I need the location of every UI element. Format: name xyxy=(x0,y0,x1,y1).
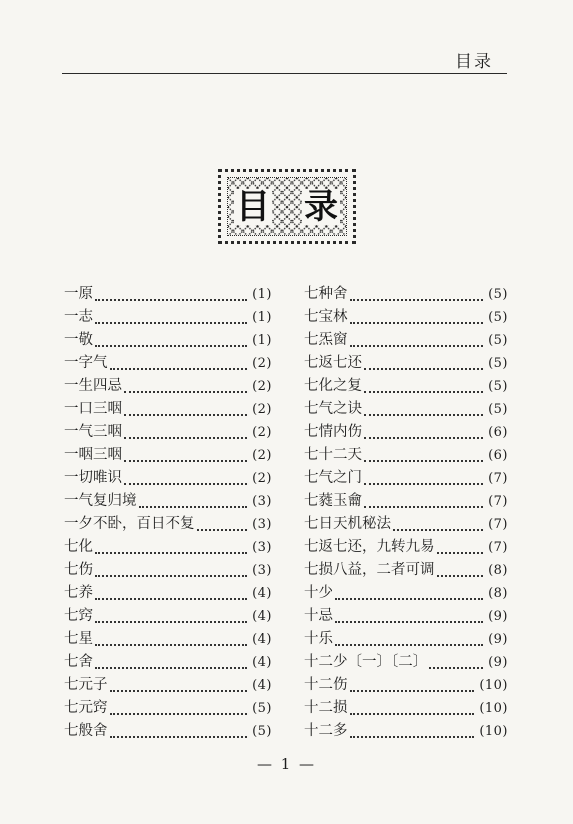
toc-dot-leader xyxy=(110,736,248,738)
toc-entry-title: 一字气 xyxy=(64,355,108,371)
toc-entry-title: 七养 xyxy=(64,585,93,601)
toc-entry-page: (2) xyxy=(252,379,272,394)
toc-dot-leader xyxy=(437,575,484,577)
toc-entry[interactable] xyxy=(304,719,508,742)
toc-entry[interactable] xyxy=(304,351,508,374)
toc-dot-leader xyxy=(437,552,484,554)
toc-entry-page: (2) xyxy=(252,356,272,371)
toc-dot-leader xyxy=(364,368,483,370)
toc-entry-title: 七损八益，二者可调 xyxy=(304,562,435,578)
toc-entry[interactable] xyxy=(64,627,272,650)
toc-entry[interactable] xyxy=(304,604,508,627)
toc-dot-leader xyxy=(350,299,484,301)
toc-entry[interactable] xyxy=(64,696,272,719)
toc-dot-leader xyxy=(139,506,248,508)
toc-entry[interactable] xyxy=(304,305,508,328)
toc-entry-title: 七日天机秘法 xyxy=(304,516,391,532)
toc-entry-page: (5) xyxy=(488,310,508,325)
toc-entry[interactable] xyxy=(64,397,272,420)
toc-entry-page: (4) xyxy=(252,678,272,693)
toc-entry-title: 一切唯识 xyxy=(64,470,122,486)
toc-entry-page: (4) xyxy=(252,586,272,601)
toc-entry[interactable] xyxy=(304,535,508,558)
toc-entry[interactable] xyxy=(304,374,508,397)
toc-entry[interactable] xyxy=(304,581,508,604)
toc-entry-page: (1) xyxy=(252,310,272,325)
toc-entry-page: (10) xyxy=(479,701,508,716)
toc-entry-page: (10) xyxy=(479,724,508,739)
toc-dot-leader xyxy=(335,644,483,646)
toc-entry[interactable] xyxy=(304,512,508,535)
toc-entry-title: 一敬 xyxy=(64,332,93,348)
toc-entry[interactable] xyxy=(64,374,272,397)
toc-entry-title: 七元窍 xyxy=(64,700,108,716)
toc-entry[interactable] xyxy=(64,466,272,489)
toc-entry[interactable] xyxy=(304,650,508,673)
toc-dot-leader xyxy=(95,299,247,301)
toc-entry-page: (5) xyxy=(488,402,508,417)
toc-entry-title: 七宝林 xyxy=(304,309,348,325)
toc-dot-leader xyxy=(393,529,483,531)
header-rule xyxy=(62,73,507,74)
toc-entry[interactable] xyxy=(304,397,508,420)
banner-char-lu: 录 xyxy=(304,186,338,227)
toc-entry-page: (5) xyxy=(488,379,508,394)
toc-entry-page: (9) xyxy=(488,609,508,624)
toc-dot-leader xyxy=(124,414,247,416)
toc-entry[interactable] xyxy=(64,512,272,535)
toc-dot-leader xyxy=(95,345,247,347)
toc-entry-page: (4) xyxy=(252,632,272,647)
toc-dot-leader xyxy=(335,621,483,623)
toc-entry-title: 一咽三咽 xyxy=(64,447,122,463)
toc-entry-title: 七情内伤 xyxy=(304,424,362,440)
toc-dot-leader xyxy=(364,414,483,416)
toc-entry-title: 一生四忌 xyxy=(64,378,122,394)
toc-entry-title: 七元子 xyxy=(64,677,108,693)
page-number: — 1 — xyxy=(256,755,317,773)
toc-entry[interactable] xyxy=(64,673,272,696)
toc-entry-title: 七返七还 xyxy=(304,355,362,371)
toc-entry-title: 七炁窗 xyxy=(304,332,348,348)
toc-entry-title: 七般舍 xyxy=(64,723,108,739)
toc-heading-banner xyxy=(218,169,356,244)
toc-entry-title: 十二伤 xyxy=(304,677,348,693)
toc-entry-title: 一志 xyxy=(64,309,93,325)
toc-entry[interactable] xyxy=(304,420,508,443)
toc-entry-page: (6) xyxy=(488,425,508,440)
toc-entry-title: 七伤 xyxy=(64,562,93,578)
toc-dot-leader xyxy=(95,644,247,646)
toc-dot-leader xyxy=(350,713,475,715)
toc-entry-page: (2) xyxy=(252,448,272,463)
toc-dot-leader xyxy=(95,598,247,600)
toc-entry[interactable] xyxy=(64,420,272,443)
toc-entry-page: (3) xyxy=(252,494,272,509)
toc-entry-page: (1) xyxy=(252,287,272,302)
toc-dot-leader xyxy=(335,598,483,600)
toc-dot-leader xyxy=(95,575,247,577)
toc-entry-page: (2) xyxy=(252,471,272,486)
toc-entry[interactable] xyxy=(304,673,508,696)
toc-dot-leader xyxy=(124,391,247,393)
toc-entry-page: (5) xyxy=(488,287,508,302)
toc-dot-leader xyxy=(95,552,247,554)
toc-entry-page: (3) xyxy=(252,540,272,555)
toc-entry[interactable] xyxy=(64,282,272,305)
toc-dot-leader xyxy=(110,690,248,692)
toc-left-column xyxy=(64,282,272,742)
toc-entry-page: (5) xyxy=(488,356,508,371)
toc-entry-title: 十二损 xyxy=(304,700,348,716)
toc-entry[interactable] xyxy=(64,581,272,604)
toc-entry[interactable] xyxy=(64,489,272,512)
toc-entry-title: 七化之复 xyxy=(304,378,362,394)
toc-entry-title: 一气复归境 xyxy=(64,493,137,509)
toc-entry-page: (9) xyxy=(488,632,508,647)
toc-right-column xyxy=(304,282,508,742)
toc-dot-leader xyxy=(364,483,483,485)
toc-entry-title: 一夕不卧，百日不复 xyxy=(64,516,195,532)
toc-entry-page: (5) xyxy=(488,333,508,348)
toc-entry-title: 七气之门 xyxy=(304,470,362,486)
toc-entry[interactable] xyxy=(304,489,508,512)
toc-dot-leader xyxy=(95,322,247,324)
toc-entry-page: (7) xyxy=(488,471,508,486)
toc-entry-page: (7) xyxy=(488,494,508,509)
toc-entry[interactable] xyxy=(304,282,508,305)
toc-dot-leader xyxy=(124,460,247,462)
toc-entry[interactable] xyxy=(304,558,508,581)
toc-entry-page: (7) xyxy=(488,517,508,532)
toc-dot-leader xyxy=(364,460,483,462)
toc-entry-title: 一气三咽 xyxy=(64,424,122,440)
toc-dot-leader xyxy=(110,368,248,370)
toc-entry-title: 十二少〔一〕〔二〕 xyxy=(304,654,428,670)
toc-entry-title: 十乐 xyxy=(304,631,333,647)
toc-entry[interactable] xyxy=(64,535,272,558)
toc-entry-page: (4) xyxy=(252,655,272,670)
toc-entry-title: 一口三咽 xyxy=(64,401,122,417)
running-header-title: 目录 xyxy=(455,52,493,72)
toc-entry[interactable] xyxy=(304,466,508,489)
toc-dot-leader xyxy=(350,322,484,324)
toc-entry-page: (2) xyxy=(252,402,272,417)
toc-dot-leader xyxy=(95,621,247,623)
toc-entry-title: 七气之诀 xyxy=(304,401,362,417)
toc-dot-leader xyxy=(110,713,248,715)
toc-dot-leader xyxy=(350,345,484,347)
toc-entry-page: (8) xyxy=(488,586,508,601)
toc-entry-title: 七窍 xyxy=(64,608,93,624)
toc-entry-page: (1) xyxy=(252,333,272,348)
toc-entry-title: 七种舍 xyxy=(304,286,348,302)
toc-entry-page: (3) xyxy=(252,563,272,578)
toc-dot-leader xyxy=(429,667,483,669)
toc-entry-page: (2) xyxy=(252,425,272,440)
banner-heading xyxy=(218,186,356,227)
toc-entry-page: (5) xyxy=(252,724,272,739)
toc-entry[interactable] xyxy=(64,604,272,627)
toc-entry-page: (7) xyxy=(488,540,508,555)
banner-char-mu: 目 xyxy=(236,186,270,227)
toc-entry-title: 七返七还，九转九易 xyxy=(304,539,435,555)
toc-entry-title: 十二多 xyxy=(304,723,348,739)
toc-dot-leader xyxy=(95,667,247,669)
toc-entry[interactable] xyxy=(64,443,272,466)
toc-entry[interactable] xyxy=(64,351,272,374)
toc-dot-leader xyxy=(124,483,247,485)
toc-entry-title: 十少 xyxy=(304,585,333,601)
toc-entry[interactable] xyxy=(64,305,272,328)
toc-entry-page: (5) xyxy=(252,701,272,716)
toc-entry-title: 七十二天 xyxy=(304,447,362,463)
toc-entry-page: (4) xyxy=(252,609,272,624)
toc-dot-leader xyxy=(197,529,248,531)
toc-entry-title: 七蕤玉龠 xyxy=(304,493,362,509)
toc-dot-leader xyxy=(364,391,483,393)
toc-dot-leader xyxy=(124,437,247,439)
toc-entry-title: 一原 xyxy=(64,286,93,302)
toc-entry-title: 七化 xyxy=(64,539,93,555)
toc-entry-title: 十忌 xyxy=(304,608,333,624)
toc-entry[interactable] xyxy=(304,696,508,719)
toc-entry[interactable] xyxy=(304,328,508,351)
toc-entry-title: 七星 xyxy=(64,631,93,647)
toc-dot-leader xyxy=(350,736,475,738)
toc-entry-page: (9) xyxy=(488,655,508,670)
toc-entry[interactable] xyxy=(304,627,508,650)
toc-entry[interactable] xyxy=(304,443,508,466)
toc-entry-title: 七舍 xyxy=(64,654,93,670)
toc-entry-page: (6) xyxy=(488,448,508,463)
toc-entry-page: (3) xyxy=(252,517,272,532)
toc-entry[interactable] xyxy=(64,558,272,581)
toc-entry[interactable] xyxy=(64,650,272,673)
toc-entry-page: (10) xyxy=(479,678,508,693)
toc-entry[interactable] xyxy=(64,328,272,351)
toc-dot-leader xyxy=(364,437,483,439)
toc-dot-leader xyxy=(350,690,475,692)
toc-dot-leader xyxy=(364,506,483,508)
toc-entry[interactable] xyxy=(64,719,272,742)
toc-entry-page: (8) xyxy=(488,563,508,578)
